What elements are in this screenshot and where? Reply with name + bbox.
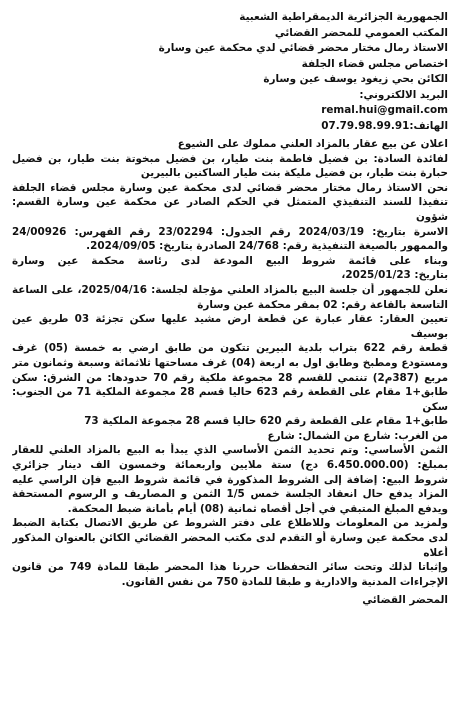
phone-line [12,119,448,135]
body-line: حبارة بنت طيار، بن فضيل مليكة بنت طيار الساكنين بالبيرين [140,167,448,180]
letterhead [12,10,448,134]
phone-value: 07.79.98.99.91 [321,119,410,132]
body-line: تنفيذا للسند التنفيذي المتمثل في الحكم الصادر عن محكمة عين وسارة القسم: شؤون [12,196,448,223]
body-line: لفائدة السادة: بن فضيل فاطمة بنت طيار، بن فضيل مبخوتة بنت طيار، بن فضيل [12,152,448,165]
body-line: ولمزيد من المعلومات وللاطلاع على دفتر الشروط عن طريق الاتصال بكتابة الضبط [12,517,448,530]
body-line: نحن الاستاذ رمال مختار محضر قضائي لدى محكمة عين وسارة مجلس قضاء الجلفة [12,181,448,194]
notice-body [12,152,448,590]
body-line: والممهور بالصيغة التنفيذية رقم: 24/768 الصادرة بتاريخ: 2024/09/05. [86,240,448,253]
republic-line: الجمهورية الجزائرية الديمقراطية الشعبية [239,11,448,23]
notice-title: اعلان عن بيع عقار بالمزاد العلني مملوك على الشيوع [177,138,448,150]
body-line: بمبلغ: (6.450.000.00 دج) ستة ملايين واربعمائة وخمسون الف دينار جزائري [12,459,448,472]
body-line: الإجراءات المدنية والادارية و طبقا للمادة 750 من نفس القانون. [121,575,448,588]
body-line: لدى محكمة عين وسارة أو التقدم لدى مكتب المحضر القضائي الكائن بالعنوان المذكور [12,532,448,545]
body-line: من الغرب: شارع من الشمال: شارع [267,429,448,442]
body-line: المزاد يدفع حال انعقاد الجلسة خمس 1/5 الثمن و المصاريف و الرسوم المستحقة [12,488,448,501]
jurisdiction-line: اختصاص مجلس قضاء الجلفة [301,57,448,70]
address-line: الكائن بحي زيغود يوسف عين وسارة [263,73,448,85]
body-line: الثمن الأساسي: وتم تحديد الثمن الأساسي الذي يبدأ به البيع بالمزاد العلني للعقار [12,444,448,457]
phone-label: الهاتف: [409,119,448,132]
body-line: تعيين العقار: عقار عبارة عن قطعة ارض مشيد عليها سكن تجزئة 03 طريق عين بوسيف [12,313,448,340]
body-line: الاسرة بتاريخ: 2024/03/19 رقم الجدول: 23/02294 رقم الفهرس: 24/00926 [12,225,448,238]
body-line: طابق+1 مقام على القطعة رقم 623 حاليا قسم 28 مجموعة الملكية 71 من الجنوب: سكن [12,386,448,413]
email-value: remal.hui@gmail.com [321,104,448,116]
body-line: ويدفع المبلغ المتبقي في أجل أقصاه ثمانية (08) أيام بأمانة ضبط المحكمة. [67,502,448,515]
signature: المحضر القضائي [362,594,448,607]
body-line: وبناء على قائمة شروط البيع المودعة لدى رئاسة محكمة عين وسارة [12,254,448,267]
body-line: طابق+1 مقام على القطعة رقم 620 حاليا قسم 28 مجموعة الملكية 73 [84,415,448,428]
body-line: قطعة رقم 622 بتراب بلدية البيرين تتكون من طابق ارضي به خمسة (05) غرف [12,342,448,355]
body-line: بتاريخ: 2025/01/23، [341,269,448,282]
body-line: مربع (387م2) تنتمي للقسم 28 مجموعة ملكية رقم 70 حدودها: من الشرق: سكن [12,371,448,384]
office-line: المكتب العمومي للمحضر القضائي [274,26,448,39]
body-line: أعلاه [423,546,448,559]
body-line: التاسعة بالقاعة رقم: 02 بمقر محكمة عين وسارة [197,298,448,311]
body-line: شروط البيع: إضافة إلى الشروط المذكورة في قائمة شروط البيع فإن الراسي عليه [12,473,448,486]
email-line [12,103,448,119]
bailiff-line: الاستاذ رمال مختار محضر قضائي لدي محكمة عين وسارة [158,42,448,54]
body-line: وإثباتا لذلك وتحت سائر التحفظات حررنا هذا المحضر طبقا للمادة 749 من قانون [12,561,448,574]
email-label: البريد الالكتروني: [359,88,448,101]
body-line: نعلن للجمهور أن جلسة البيع بالمزاد العلني مؤجلة لجلسة: 2025/04/16، على الساعة [12,283,448,296]
body-line: ومستودع ومطبخ وطابق اول به اربعة (04) غرف مساحتها ثلاثمائة وسبعة وثمانون متر [12,356,448,369]
